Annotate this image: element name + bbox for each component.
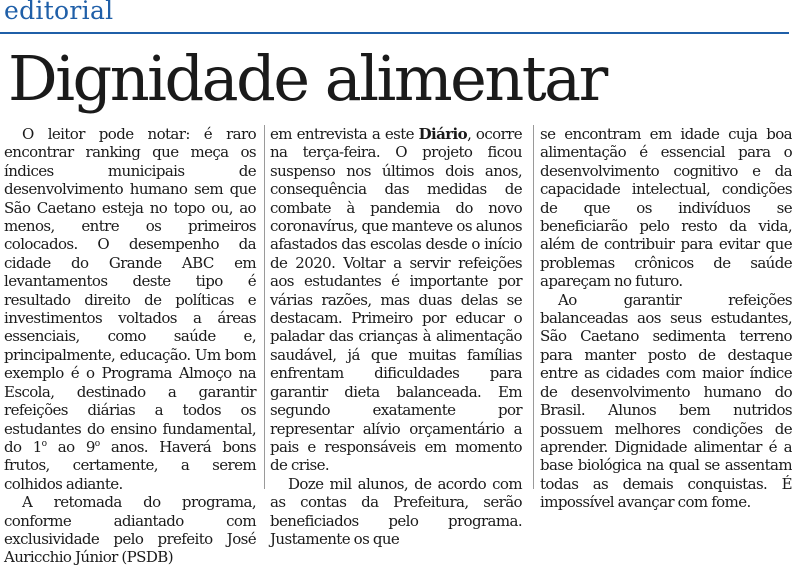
paragraph: Ao garantir refeições balanceadas aos seus estudantes, São Caetano sedimenta terreno para manter posto de destaque entre as cidades com maior índice de desenvolvimento humano do Brasil. Alunos bem nutridos possuem melhores condições de aprender. Dignidade alimentar é a base biológica na qual se assentam todas as demais conquistas. É impossível avançar com fome.	[540, 290, 792, 512]
newspaper-name: Diário	[418, 125, 468, 143]
paragraph: em entrevista a este Diário, ocorre na terça-feira. O projeto ficou suspenso nos últimos dois anos, consequência das medidas de combate à pandemia do novo coronavírus, que manteve os alunos afastados das escolas desde o início de 2020. Voltar a servir refeições aos estudantes é importante por várias razões, mas duas delas se destacam. Primeiro por educar o paladar das crianças à alimentação saudável, já que muitas famílias enfrentam dificuldades para garantir dieta balanceada. Em segundo exatamente por representar alívio orçamentário a pais e responsáveis em momento de crise.	[270, 125, 522, 475]
paragraph: A retomada do programa, conforme adiantado com exclusividade pelo prefeito José Auricchio Júnior (PSDB)	[4, 493, 256, 567]
paragraph: O leitor pode notar: é raro encontrar ranking que meça os índices municipais de desenvolvimento humano sem que São Caetano esteja no topo ou, ao menos, entre os primeiros colocados. O desempenho da cidade do Grande ABC em levantamentos deste tipo é resultado direito de políticas e investimentos voltados a áreas essenciais, como saúde e, principalmente, educação. Um bom exemplo é o Programa Almoço na Escola, destinado a garantir refeições diárias a todos os estudantes do ensino fundamental, do 1$^o$ ao 9$^o$ anos. Haverá bons frutos, certamente, a serem colhidos adiante.	[4, 125, 256, 493]
text-column-2	[270, 125, 522, 548]
section-label: editorial	[4, 0, 114, 25]
text-column-1	[4, 125, 256, 567]
header-rule	[0, 32, 789, 34]
text-column-3	[540, 125, 792, 512]
column-divider	[264, 125, 265, 489]
headline: Dignidade alimentar	[8, 42, 606, 115]
paragraph: se encontram em idade cuja boa alimentação é essencial para o desenvolvimento cognitivo e da capacidade intelectual, condições de que os indivíduos se beneficiarão pelo resto da vida, além de contribuir para evitar que problemas crônicos de saúde apareçam no futuro.	[540, 125, 792, 291]
paragraph: Doze mil alunos, de acordo com as contas da Prefeitura, serão beneficiados pelo programa. Justamente os que	[270, 474, 522, 548]
column-divider	[533, 125, 534, 489]
